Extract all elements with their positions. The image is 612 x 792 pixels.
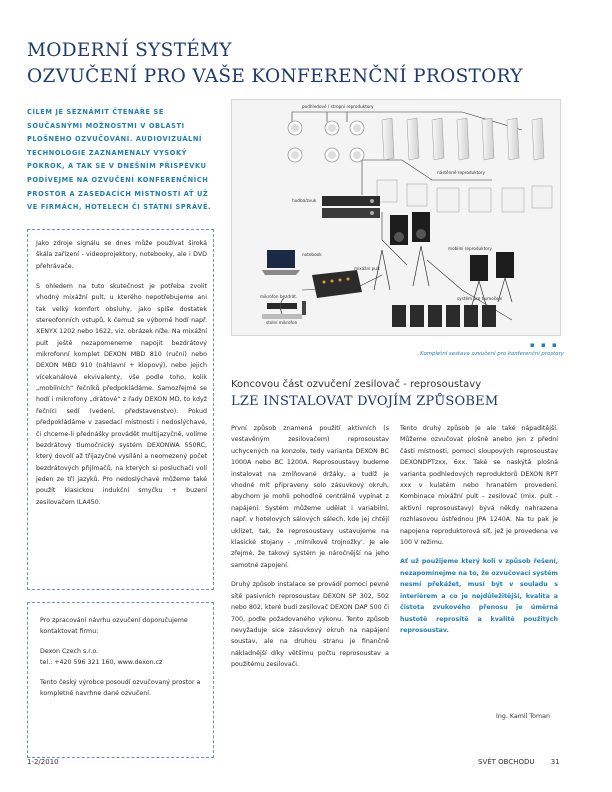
notebook-device — [262, 250, 300, 275]
label-wireless-mic: mikrofon bezdrát. — [260, 294, 298, 299]
column-middle — [231, 423, 389, 679]
label-wall: nástěnné reproduktory — [437, 170, 486, 175]
title-line-2: OZVUČENÍ PRO VAŠE KONFERENČNÍ PROSTORY — [27, 66, 523, 87]
active-speakers — [390, 212, 430, 245]
wall-speakers — [377, 180, 552, 212]
amplifier-rack — [322, 196, 380, 218]
footer-right — [478, 758, 560, 766]
column-right — [400, 423, 558, 644]
label-mobile: mobilní reproduktory — [448, 246, 492, 251]
label-notebook: notebook — [302, 252, 322, 257]
box2-paragraph-1: Pro zpracování návrhu ozvučení doporučujeme kontaktovat firmu: — [40, 617, 188, 636]
col2-paragraph-2: Druhý způsob instalace se provádí pomocí pevné sítě pasivních reprosoustav DEXON SP 302, 502 nebo 802, které budí zesilovač DEXON DAP 500 či 700, podle požadovaného výkonu. Tento způsob nevyžaduje sice zásuvkový okruh na napájení soustav, ale na druhou stranu je finančně nákladnější díky většímu počtu reprosoustav a použitému zesilovači. — [231, 581, 389, 669]
wireless-mic-set — [267, 301, 306, 315]
title-line-1: MODERNÍ SYSTÉMY — [27, 40, 232, 61]
section-heading: LZE INSTALOVAT DVOJÍM ZPŮSOBEM — [231, 394, 499, 409]
box2-paragraph-2: Dexon Czech s.r.o. — [40, 647, 99, 655]
box1-paragraph-2: S ohledem na tuto skutečnost je potřeba zvolit vhodný mixážní pult, u kterého nepotřebujeme ani tak velký komfort obsluhy, jako spíše dostatek stereofonních vstupů, k čemuž se výborně hodí např. XENYX 1202 nebo 1622, viz. obrázek níže. Na mixážní pult ještě nezapomeneme napojit bezdrátový mikrofonní komplet DEXON MBD 810 (ruční) nebo DEXON MBD 910 (náhlavní + klopový), nebo jejich vícekanálové ekvivalenty, vše podle toho, kolik „mobilních“ řečníků předpokládáme. Samozřejmě se hodí i mikrofony „drátové“ z řady DEXON MD, to když řečníci sedí (vedení, představenstvo). Pokud předpokládáme v zasedací místnosti i nedoslýchavé, či chceme-li přednášky provádět multijazyčně, volíme bezdrátový tlumočnický systém DEXONWA 550RC, který dovolí až třijazyčné vysílání a neomezený počet bezdrátových přijímačů, na kterých si posluchači volí jeden ze tří jazyků. Pro nedoslýchavé můžeme také použít klasickou indukční smyčku + buzení zesilovačem ILA450. — [36, 283, 207, 506]
box2-paragraph-4: Tento český výrobce posoudí ozvučovaný prostor a kompletně navrhne dané ozvučení. — [40, 678, 201, 698]
audio-system-diagram — [232, 100, 562, 337]
label-table-mic: stolní mikrofon — [266, 320, 298, 325]
section-subtitle: Koncovou část ozvučení zesilovač - reprosoustavy — [231, 379, 482, 390]
mixer-device — [312, 270, 362, 298]
audio-system-figure — [231, 99, 561, 336]
column-speakers — [382, 118, 544, 160]
col2-paragraph-1: První způsob znamená použití aktivních (s vestavěným zesilovačem) reprosoustav uchycených na konzole, tedy varianta DEXON BC 1000A nebo BC 1200A. Reprosoustavy budeme instalovat na zmíňované držáky, a tudíž je vhodné mít připraveny solo zásuvkový okruh, abychom je mohli pohodlně centrálně vypínat z napájení. Systém můžeme udělat i variabilní, např. v hotelových sálových sálech, kde jej chtějí uklízet, tak, že reprosoustavy ustavujeme na klasické stojany - ‚mírníkové trojnožky‘. Je ale zřejmé, že takový systém je náročnější na jeho samotné zapojení. — [231, 425, 389, 569]
label-hudba: hudba/zvuk — [292, 198, 317, 203]
figure-dots: ▪ ▪ ▪ — [530, 341, 559, 349]
article-author: Ing. Kamil Toman — [496, 713, 550, 720]
figure-caption: Kompletní sestava ozvučení pro konferenční prostory — [420, 351, 564, 357]
box1-paragraph-1: Jako zdroje signálu se dnes může používat široká škála zařízení - videoprojektory, notebooky, ale i DVD přehrávače. — [36, 240, 207, 270]
footer-magazine: SVĚT OBCHODU — [478, 758, 535, 766]
col3-paragraph-2: Ať už použijeme který koli v způsob řešení, nezapomínejme na to, že ozvučovací systém nesmí překážet, musí být v souladu s interiérem a co je nejdůležitější, kvalita a čistota zvukového přenosu je úměrná hustotě reprosítě a kvalitě použitých reprosoustav. — [400, 558, 558, 634]
box2-paragraph-3: tel.: +420 596 321 160, www.dexon.cz — [40, 659, 163, 667]
ceiling-speakers — [288, 121, 364, 162]
page-title — [27, 38, 587, 90]
sidebar-box-signal-sources — [27, 229, 214, 590]
label-interpret: systém pro tlumočení — [457, 296, 503, 301]
footer-page-number: 31 — [550, 758, 560, 766]
col3-paragraph-1: Tento druhý způsob je ale také nápaditější. Můžeme ozvučovat plošně anebo jen z přední části místnosti, pomocí sloupových reprosoustav DEXONDPTzxx, 6xx. Také se naskýtá plošná varianta podhledových reproduktorů DEXON RPT xxx v kulatém nebo hranatém provedení. Kombinace mixážní pult – zesilovač (mix. pult - aktivní reprosoustavy) bývá někdy nahrazena rozhlasovou ústřednou JPA 1240A. Na tu pak je napojena reproduktorová síť, jež je provedena ve 100 V režimu. — [400, 425, 558, 547]
interpretation-system — [392, 305, 496, 327]
label-ceiling: podhledové / stropní reproduktory — [302, 104, 374, 109]
lead-paragraph: CÍLEM JE SEZNÁMIT ČTENÁŘE SE SOUČASNÝMI MOŽNOSTMI V OBLASTI PLOŠNÉHO OZVUČOVÁNÍ. AUDIOVIZUÁLNÍ TECHNOLOGIE ZAZNAMENALY VYSOKÝ POKROK, A TAK SE V DNEŠNÍM PŘÍSPĚVKU PODÍVEJME NA OZVUČENÍ KONFERENČNÍCH PROSTOR A ZASEDACÍCH MÍSTNOSTÍ AŤ UŽ VE FIRMÁCH, HOTELECH ČI STÁTNÍ SPRÁVĚ. — [27, 108, 212, 212]
label-mixer: mixážní pult — [354, 266, 380, 271]
sidebar-box-contact — [27, 602, 214, 758]
footer-issue: 1-2/2010 — [27, 758, 59, 766]
